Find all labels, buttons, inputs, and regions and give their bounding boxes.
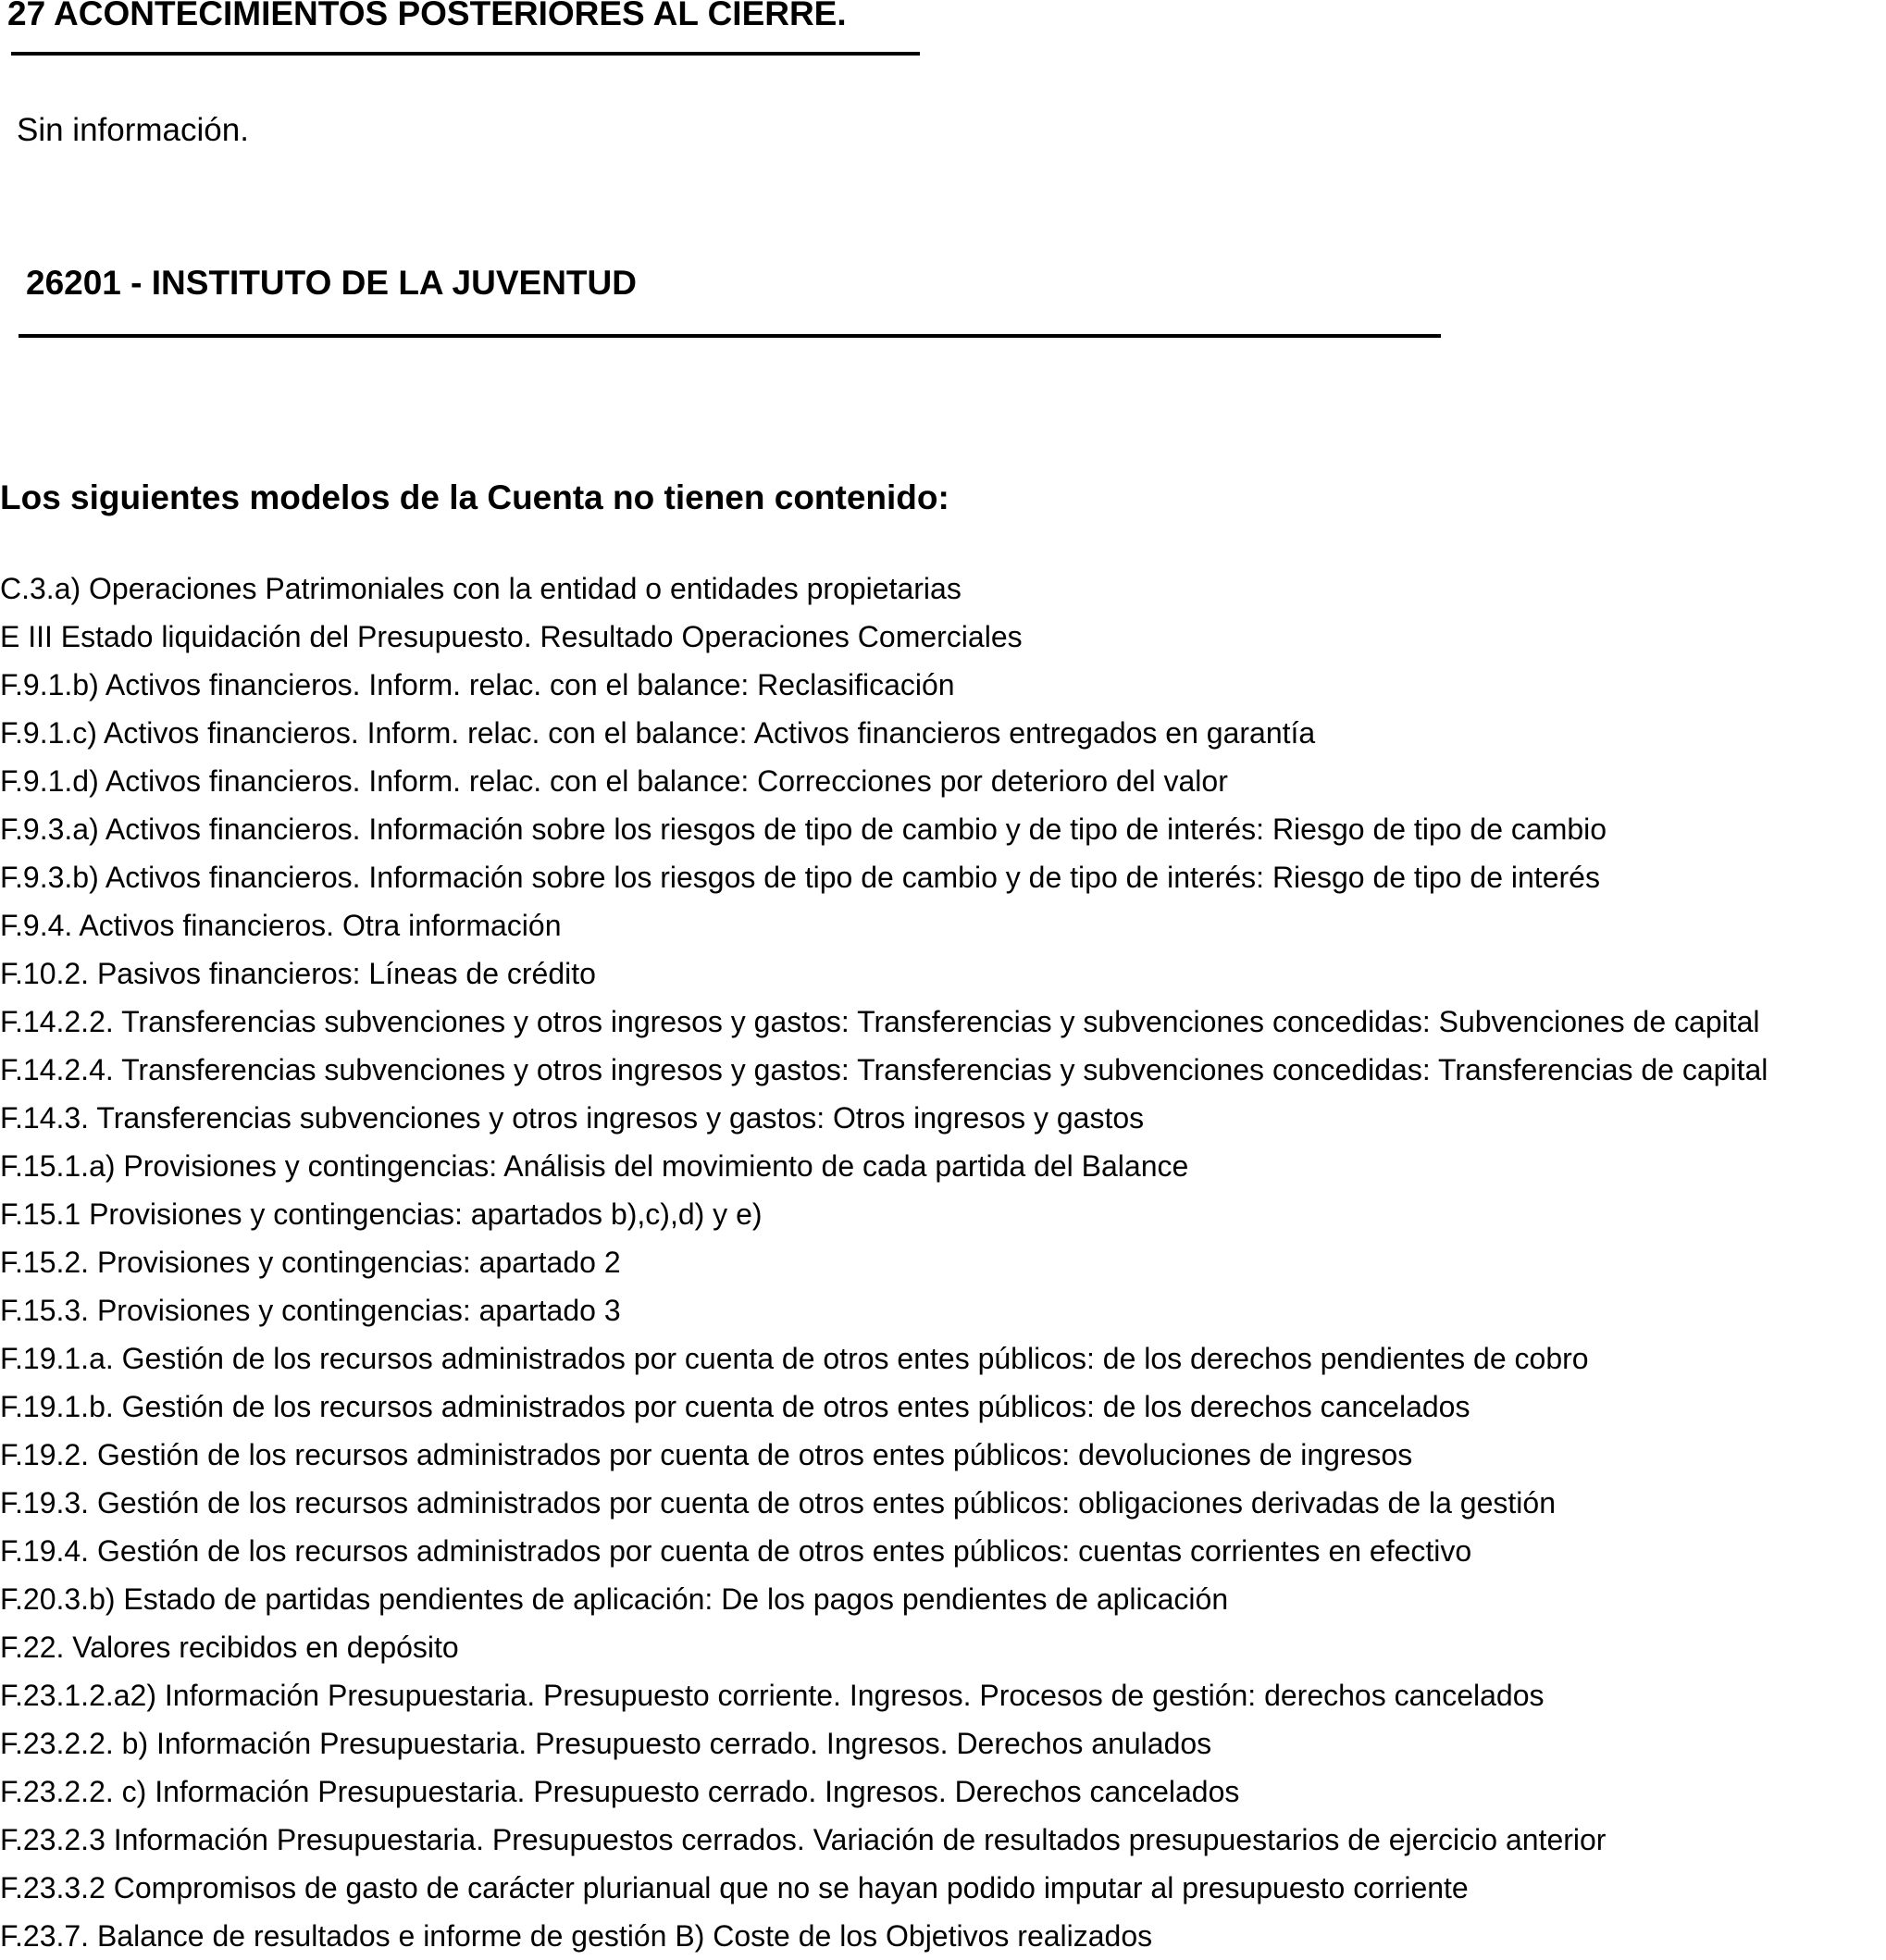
list-item: F.19.2. Gestión de los recursos administrados por cuenta de otros entes públicos: devoluciones de ingresos <box>0 1438 1413 1471</box>
list-item: F.14.2.4. Transferencias subvenciones y otros ingresos y gastos: Transferencias y subvenciones concedidas: Transferencias de capital <box>0 1053 1768 1086</box>
list-item: F.9.1.d) Activos financieros. Inform. relac. con el balance: Correcciones por deterioro del valor <box>0 764 1228 798</box>
list-item: F.20.3.b) Estado de partidas pendientes de aplicación: De los pagos pendientes de aplicación <box>0 1582 1229 1616</box>
entity-title: 26201 - INSTITUTO DE LA JUVENTUD <box>26 264 637 302</box>
list-item: F.9.1.c) Activos financieros. Inform. relac. con el balance: Activos financieros entregados en garantía <box>0 716 1316 750</box>
section-27-text: Sin información. <box>17 112 249 148</box>
list-item: F.23.2.2. c) Información Presupuestaria. Presupuesto cerrado. Ingresos. Derechos cancelados <box>0 1775 1240 1808</box>
list-item: F.9.3.a) Activos financieros. Información sobre los riesgos de tipo de cambio y de tipo de interés: Riesgo de tipo de cambio <box>0 813 1607 846</box>
list-item: F.23.7. Balance de resultados e informe de gestión B) Coste de los Objetivos realizados <box>0 1919 1153 1953</box>
list-item: F.19.1.a. Gestión de los recursos administrados por cuenta de otros entes públicos: de los derechos pendientes de cobro <box>0 1342 1589 1375</box>
list-item: C.3.a) Operaciones Patrimoniales con la entidad o entidades propietarias <box>0 572 962 605</box>
list-item: F.14.3. Transferencias subvenciones y otros ingresos y gastos: Otros ingresos y gastos <box>0 1101 1145 1135</box>
entity-underline <box>19 334 1441 338</box>
list-item: F.14.2.2. Transferencias subvenciones y otros ingresos y gastos: Transferencias y subvenciones concedidas: Subvenciones de capital <box>0 1005 1760 1038</box>
section-27-underline <box>11 52 920 56</box>
list-item: F.23.2.3 Información Presupuestaria. Presupuestos cerrados. Variación de resultados presupuestarios de ejercicio anterior <box>0 1823 1607 1856</box>
list-item: F.15.2. Provisiones y contingencias: apartado 2 <box>0 1246 621 1279</box>
list-item: F.15.1 Provisiones y contingencias: apartados b),c),d) y e) <box>0 1197 763 1231</box>
list-item: F.23.2.2. b) Información Presupuestaria. Presupuesto cerrado. Ingresos. Derechos anulados <box>0 1727 1212 1760</box>
list-item: F.19.1.b. Gestión de los recursos administrados por cuenta de otros entes públicos: de los derechos cancelados <box>0 1390 1470 1423</box>
list-item: F.15.3. Provisiones y contingencias: apartado 3 <box>0 1294 621 1327</box>
list-item: F.22. Valores recibidos en depósito <box>0 1631 459 1664</box>
list-item: F.15.1.a) Provisiones y contingencias: Análisis del movimiento de cada partida del Balance <box>0 1149 1189 1183</box>
list-item: F.23.3.2 Compromisos de gasto de carácter plurianual que no se hayan podido imputar al presupuesto corriente <box>0 1871 1469 1904</box>
list-item: F.19.3. Gestión de los recursos administrados por cuenta de otros entes públicos: obligaciones derivadas de la gestión <box>0 1486 1556 1520</box>
section-27-title: 27 ACONTECIMIENTOS POSTERIORES AL CIERRE. <box>7 0 847 32</box>
empty-models-list <box>0 564 1768 1960</box>
empty-models-heading: Los siguientes modelos de la Cuenta no tienen contenido: <box>0 478 949 516</box>
list-item: F.9.1.b) Activos financieros. Inform. relac. con el balance: Reclasificación <box>0 668 955 701</box>
list-item: F.10.2. Pasivos financieros: Líneas de crédito <box>0 957 596 990</box>
list-item: F.19.4. Gestión de los recursos administrados por cuenta de otros entes públicos: cuentas corrientes en efectivo <box>0 1534 1472 1568</box>
list-item: E III Estado liquidación del Presupuesto. Resultado Operaciones Comerciales <box>0 620 1023 653</box>
list-item: F.23.1.2.a2) Información Presupuestaria. Presupuesto corriente. Ingresos. Procesos de gestión: derechos cancelados <box>0 1679 1545 1712</box>
list-item: F.9.4. Activos financieros. Otra información <box>0 909 562 942</box>
list-item: F.9.3.b) Activos financieros. Información sobre los riesgos de tipo de cambio y de tipo de interés: Riesgo de tipo de interés <box>0 861 1600 894</box>
